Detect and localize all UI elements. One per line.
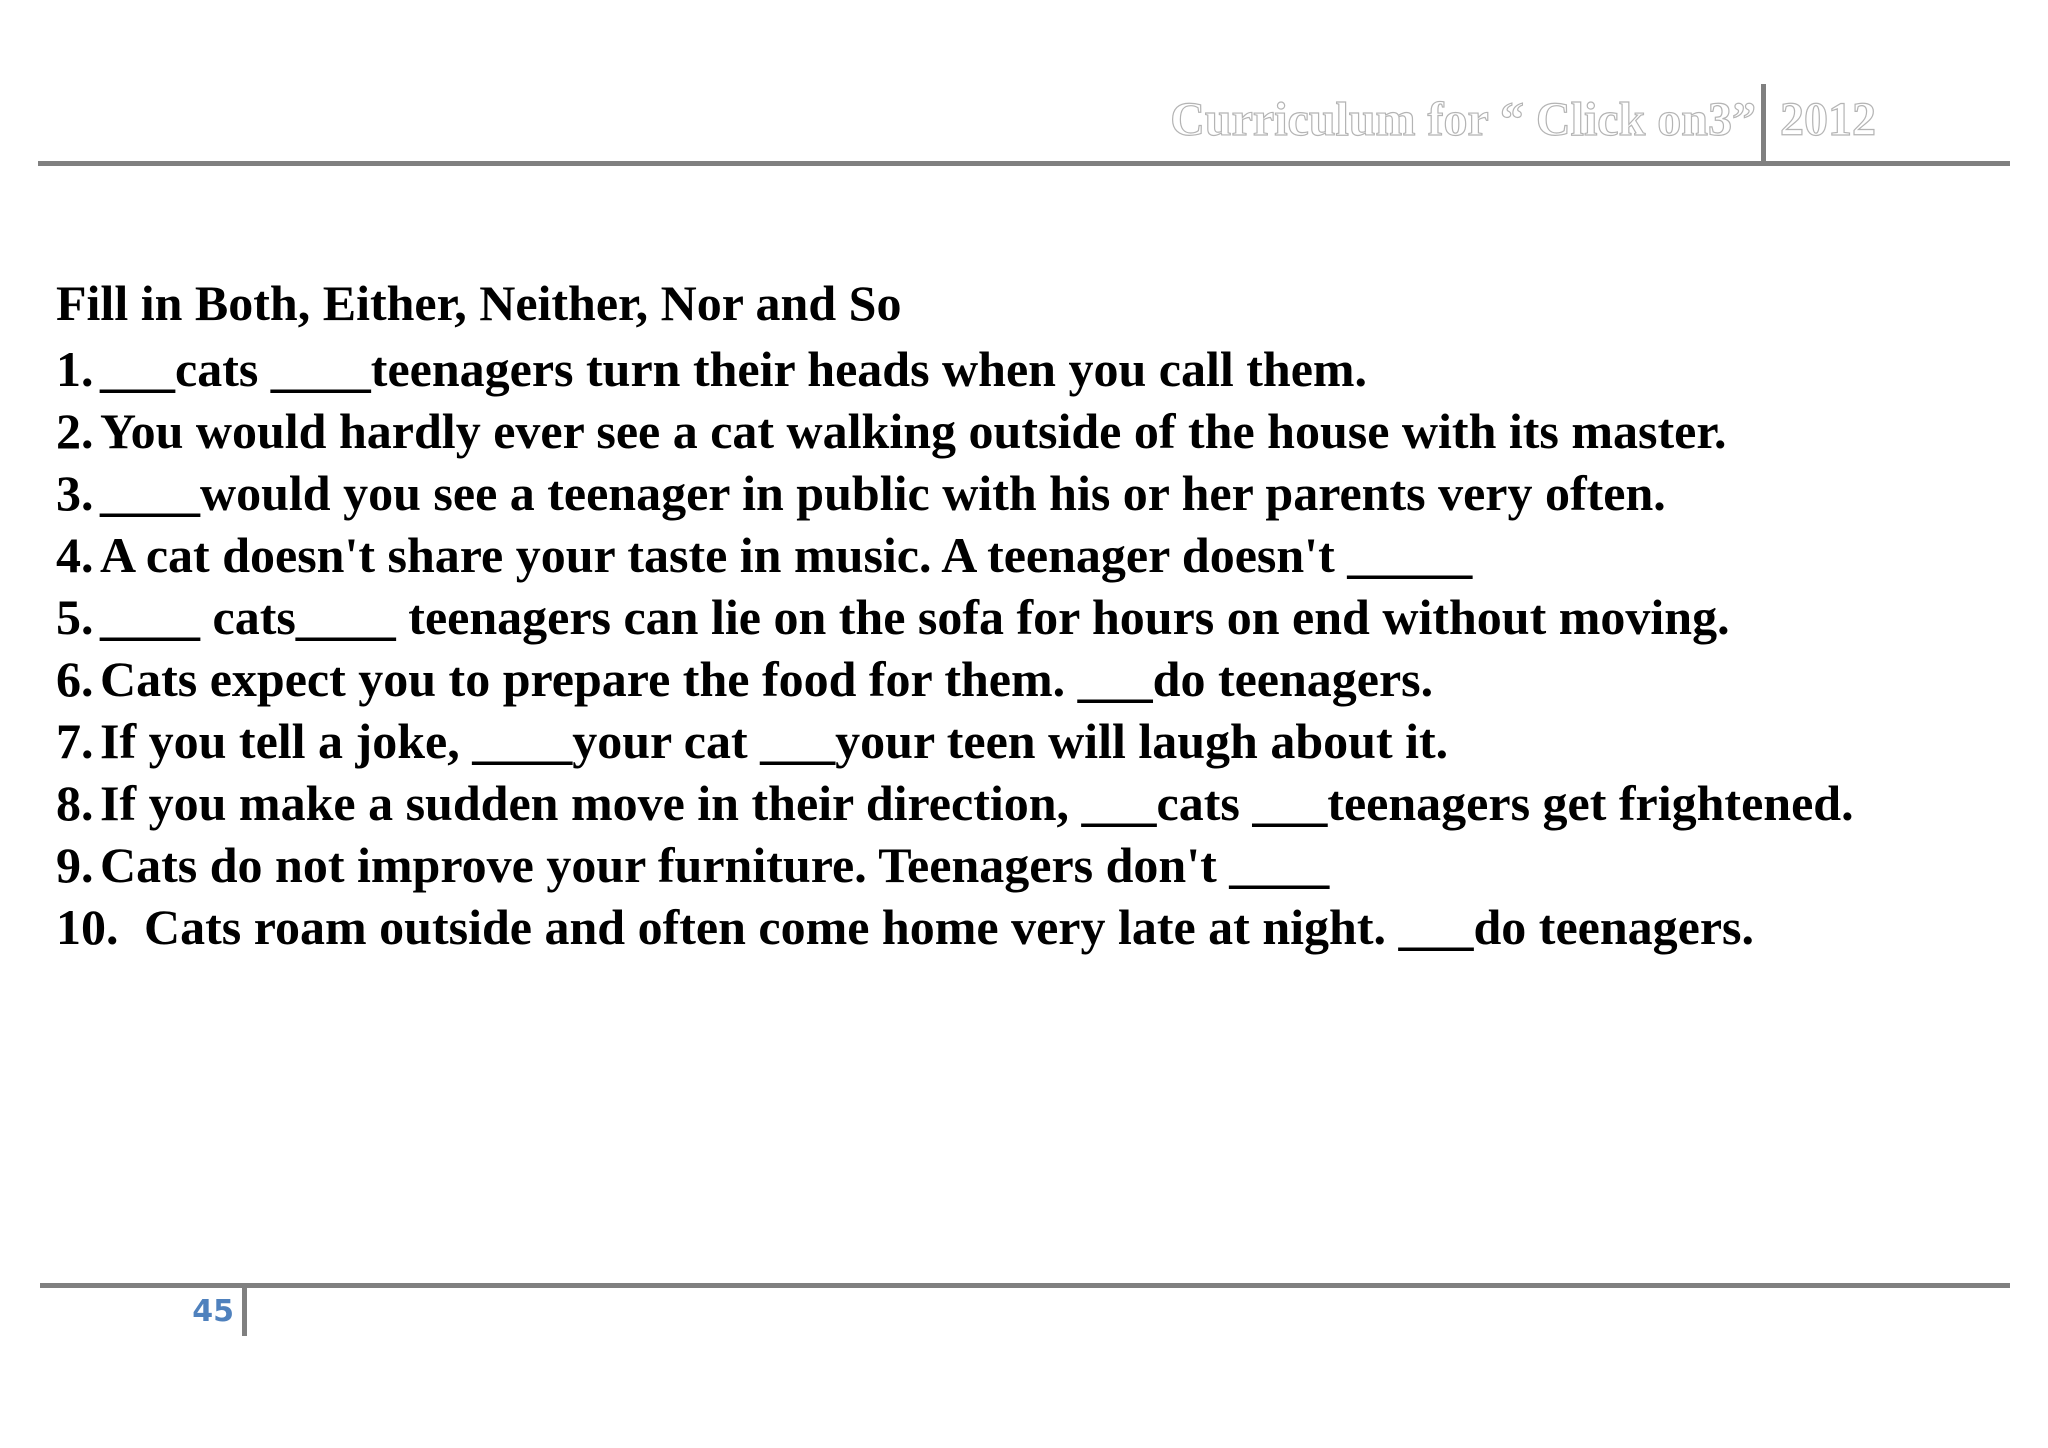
exercise-heading: Fill in Both, Either, Neither, Nor and So xyxy=(56,275,902,331)
exercise-item-1 xyxy=(56,338,2016,400)
item-number: 6. xyxy=(56,651,94,707)
item-number: 5. xyxy=(56,589,94,645)
exercise-item-5 xyxy=(56,586,2016,648)
page-header xyxy=(0,0,2048,170)
header-rule xyxy=(38,161,2010,166)
exercise-item-3 xyxy=(56,462,2016,524)
exercise-item-6 xyxy=(56,648,2016,710)
item-text: ___cats ____teenagers turn their heads when you call them. xyxy=(100,341,1368,397)
footer-divider xyxy=(242,1288,247,1336)
item-text: Cats expect you to prepare the food for them. ___do teenagers. xyxy=(100,651,1434,707)
item-text: If you tell a joke, ____your cat ___your teen will laugh about it. xyxy=(100,713,1449,769)
exercise-item-7 xyxy=(56,710,2016,772)
item-text: If you make a sudden move in their direction, ___cats ___teenagers get frightened. xyxy=(100,775,1854,831)
exercise-item-9 xyxy=(56,834,2016,896)
item-number: 7. xyxy=(56,713,94,769)
exercise-item-8 xyxy=(56,772,2016,834)
item-text: Cats do not improve your furniture. Teenagers don't ____ xyxy=(100,837,1330,893)
exercise-item-4 xyxy=(56,524,2016,586)
header-title: Curriculum for “ Click on3” xyxy=(1170,93,1756,146)
header-year: 2012 xyxy=(1780,93,1876,146)
exercise-section xyxy=(56,272,2016,958)
item-number: 2. xyxy=(56,403,94,459)
header-divider xyxy=(1761,84,1766,164)
item-number: 3. xyxy=(56,465,94,521)
item-text: You would hardly ever see a cat walking outside of the house with its master. xyxy=(100,403,1727,459)
item-text: ____would you see a teenager in public with his or her parents very often. xyxy=(100,465,1666,521)
page-number: 45 xyxy=(192,1294,234,1329)
item-text: Cats roam outside and often come home very late at night. ___do teenagers. xyxy=(144,899,1754,955)
footer-rule xyxy=(40,1283,2010,1288)
exercise-item-10 xyxy=(56,896,2016,958)
item-number: 8. xyxy=(56,775,94,831)
item-text: ____ cats____ teenagers can lie on the sofa for hours on end without moving. xyxy=(100,589,1730,645)
item-number: 4. xyxy=(56,527,94,583)
item-text: A cat doesn't share your taste in music. A teenager doesn't _____ xyxy=(100,527,1473,583)
item-number: 9. xyxy=(56,837,94,893)
header-title-container xyxy=(0,92,1756,148)
item-number: 1. xyxy=(56,341,94,397)
item-number: 10. xyxy=(56,899,119,955)
exercise-list xyxy=(56,338,2016,958)
exercise-item-2 xyxy=(56,400,2016,462)
